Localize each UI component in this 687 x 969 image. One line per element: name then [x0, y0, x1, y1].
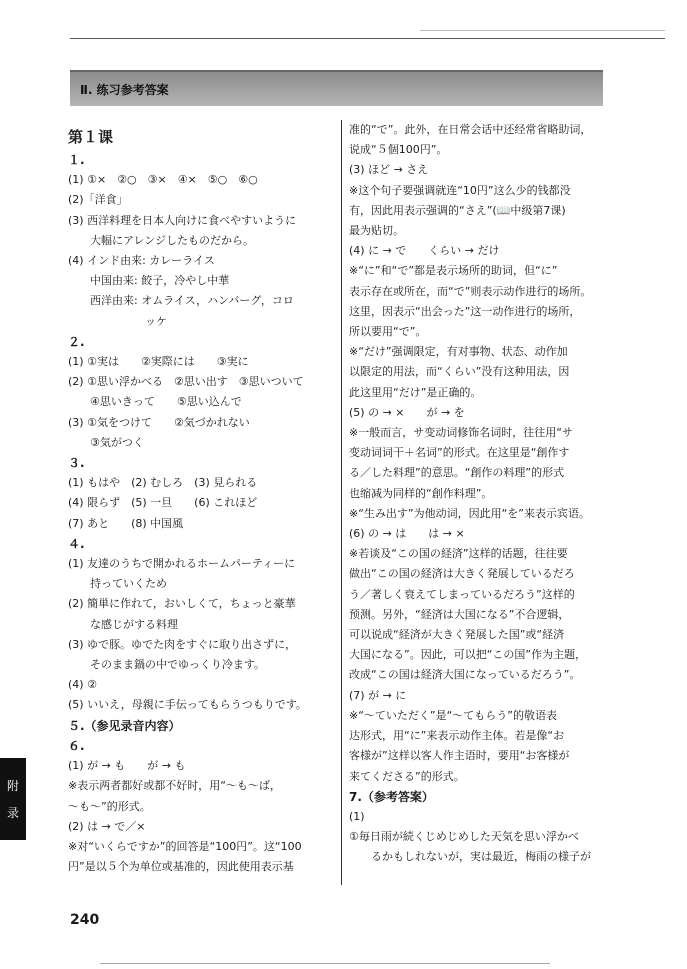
- side-tab-char-1: 附: [6, 779, 19, 793]
- left-column-line: ③気がつく: [90, 435, 144, 449]
- right-column-line: るかもしれないが，実は最近，梅雨の様子が: [371, 850, 591, 864]
- left-column-line: ６.: [68, 738, 85, 753]
- left-column-line: ッケ: [90, 314, 167, 328]
- left-column-line: (3) ゆで豚。ゆでた肉をすぐに取り出さずに，: [68, 637, 297, 651]
- left-column-line: 大幅にアレンジしたものだから。: [90, 233, 255, 247]
- left-column-line: (1) ①× ②○ ③× ④× ⑤○ ⑥○: [68, 173, 258, 187]
- right-column-line: ※若谈及“この国の経済”这样的话题，往往要: [349, 547, 568, 561]
- left-column-line: (1) が → も が → も: [68, 759, 186, 773]
- right-column-line: 改成“この国は経済大国になっているだろう”。: [349, 668, 581, 682]
- right-column-line: ※这个句子要强调就连“10円”这么少的钱都没: [349, 183, 571, 197]
- left-column-line: 西洋由来: オムライス，ハンバーグ，コロ: [90, 294, 294, 308]
- right-column-line: (4) に → で くらい → だけ: [349, 244, 500, 258]
- left-column-line: (3) 西洋料理を日本人向けに食べやすいように: [68, 213, 297, 227]
- left-column-line: 持っていくため: [90, 577, 167, 591]
- column-divider: [341, 120, 342, 885]
- left-column-line: ２.: [68, 334, 85, 349]
- left-column-line: そのまま鍋の中でゆっくり冷ます。: [90, 658, 266, 672]
- right-column-line: 预测。另外，“経済は大国になる”不合逻辑，: [349, 607, 570, 621]
- right-column-line: 所以要用“で”。: [349, 325, 427, 339]
- left-column-line: ４.: [68, 536, 85, 551]
- right-column-line: ①毎日雨が続くじめじめした天気を思い浮かべ: [349, 830, 579, 844]
- right-column-line: 说成“５個100円”。: [349, 143, 448, 157]
- right-column-line: 变动词词干＋名词”的形式。在这里是“創作す: [349, 446, 570, 460]
- left-column-line: (7) あと (8) 中国風: [68, 516, 184, 530]
- left-column-line: (1) ①実は ②実際には ③実に: [68, 355, 249, 369]
- left-column-line: ５.（参见录音内容）: [68, 718, 181, 733]
- section-header-bar: [70, 70, 603, 106]
- right-column-line: る／した料理”的意思。“創作の料理”的形式: [349, 466, 565, 480]
- right-column-line: 以限定的用法，而“くらい”没有这种用法，因: [349, 365, 570, 379]
- left-column-line: (4) ②: [68, 678, 97, 692]
- right-column-line: (5) の → × が → を: [349, 405, 465, 419]
- left-column-line: (1) 友達のうちで開かれるホームパーティーに: [68, 557, 296, 571]
- page-number: 240: [70, 912, 100, 928]
- right-column-line: 此这里用“だけ”是正确的。: [349, 385, 482, 399]
- right-column-line: 来てくださる”的形式。: [349, 769, 465, 783]
- left-column-line: (5) いいえ，母親に手伝ってもらうつもりです。: [68, 698, 307, 712]
- right-column-line: 7.（参考答案）: [349, 789, 434, 804]
- left-column-line: (2) ①思い浮かべる ②思い出す ③思いついて: [68, 375, 304, 389]
- right-column-line: 准的“で”。此外，在日常会话中还经常省略助词，: [349, 123, 592, 136]
- right-column-line: 最为贴切。: [349, 224, 404, 238]
- side-tab-char-2: 录: [6, 806, 19, 820]
- left-column-line: ※对“いくらですか”的回答是“100円”。这“100: [68, 839, 302, 853]
- left-column-line: (2) は → で／×: [68, 819, 146, 833]
- right-column-line: 客様が”这样以客人作主语时，要用“お客様が: [349, 749, 570, 763]
- left-column-line: ④思いきって ⑤思い込んで: [90, 395, 242, 409]
- left-column-line: (4) 限らず (5) 一旦 (6) これほど: [68, 496, 258, 510]
- right-column-line: 大国になる”。因此，可以把“この国”作为主题，: [349, 648, 587, 662]
- right-column-line: 达形式，用“に”来表示动作主体。若是像“お: [349, 729, 565, 743]
- right-column-line: 表示存在或所在，而“で”则表示动作进行的场所。: [349, 284, 592, 298]
- right-column-line: ※“だけ”强调限定，有对事物、状态、动作加: [349, 345, 568, 359]
- right-column-line: 也缩减为同样的“創作料理”。: [349, 486, 493, 500]
- right-column-line: ※“に”和“で”都是表示场所的助词，但“に”: [349, 264, 558, 278]
- header-rule-thin: [420, 30, 665, 31]
- right-column-line: 可以说成“経済が大きく発展した国”或“経済: [349, 628, 565, 642]
- left-column-line: ３.: [68, 456, 85, 471]
- left-column-line: な感じがする料理: [90, 617, 178, 631]
- right-column-line: 这里，因表示“出会った”这一动作进行的场所，: [349, 304, 581, 318]
- left-column-line: (4) インド由来: カレーライス: [68, 254, 215, 268]
- left-column-line: (1) もはや (2) むしろ (3) 見られる: [68, 476, 258, 490]
- right-column-line: う／著しく衰えてしまっているだろう”这样的: [349, 587, 575, 601]
- header-rule: [70, 38, 665, 39]
- right-column-line: ※“～ていただく”是“～てもらう”的敬语表: [349, 708, 558, 722]
- left-column-line: 円”是以５个为单位或基准的，因此使用表示基: [68, 860, 294, 874]
- right-column-line: (6) の → は は → ×: [349, 527, 465, 541]
- left-column-line: 中国由来: 餃子，冷やし中華: [90, 274, 230, 288]
- left-column-line: (2)「洋食」: [68, 193, 128, 207]
- section-header-title: Ⅱ. 练习参考答案: [80, 83, 169, 97]
- left-column-line: ※表示两者都好或都不好时，用“～も～ば，: [68, 779, 281, 793]
- left-column-line: １.: [68, 153, 85, 167]
- right-column-line: 做出“この国の経済は大きく発展しているだろ: [349, 567, 575, 581]
- right-column: [349, 120, 631, 868]
- left-column-line: (3) ①気をつけて ②気づかれない: [68, 415, 250, 429]
- left-column-line: 第１课: [68, 128, 114, 146]
- left-column: [68, 126, 336, 877]
- right-column-line: ※“生み出す”为他动词，因此用“を”来表示宾语。: [349, 506, 591, 520]
- left-column-line: (2) 簡単に作れて，おいしくて，ちょっと豪華: [68, 597, 296, 611]
- appendix-side-tab: [0, 758, 26, 840]
- right-column-line: 有，因此用表示强调的“さえ”(📖中级第7课): [349, 203, 566, 217]
- right-column-line: ※一般而言，サ变动词修饰名词时，往往用“サ: [349, 426, 573, 440]
- right-column-line: (1): [349, 809, 365, 823]
- bottom-rule: [100, 963, 550, 964]
- right-column-line: (7) が → に: [349, 688, 407, 702]
- right-column-line: (3) ほど → さえ: [349, 163, 429, 177]
- left-column-line: ～も～”的形式。: [68, 799, 151, 813]
